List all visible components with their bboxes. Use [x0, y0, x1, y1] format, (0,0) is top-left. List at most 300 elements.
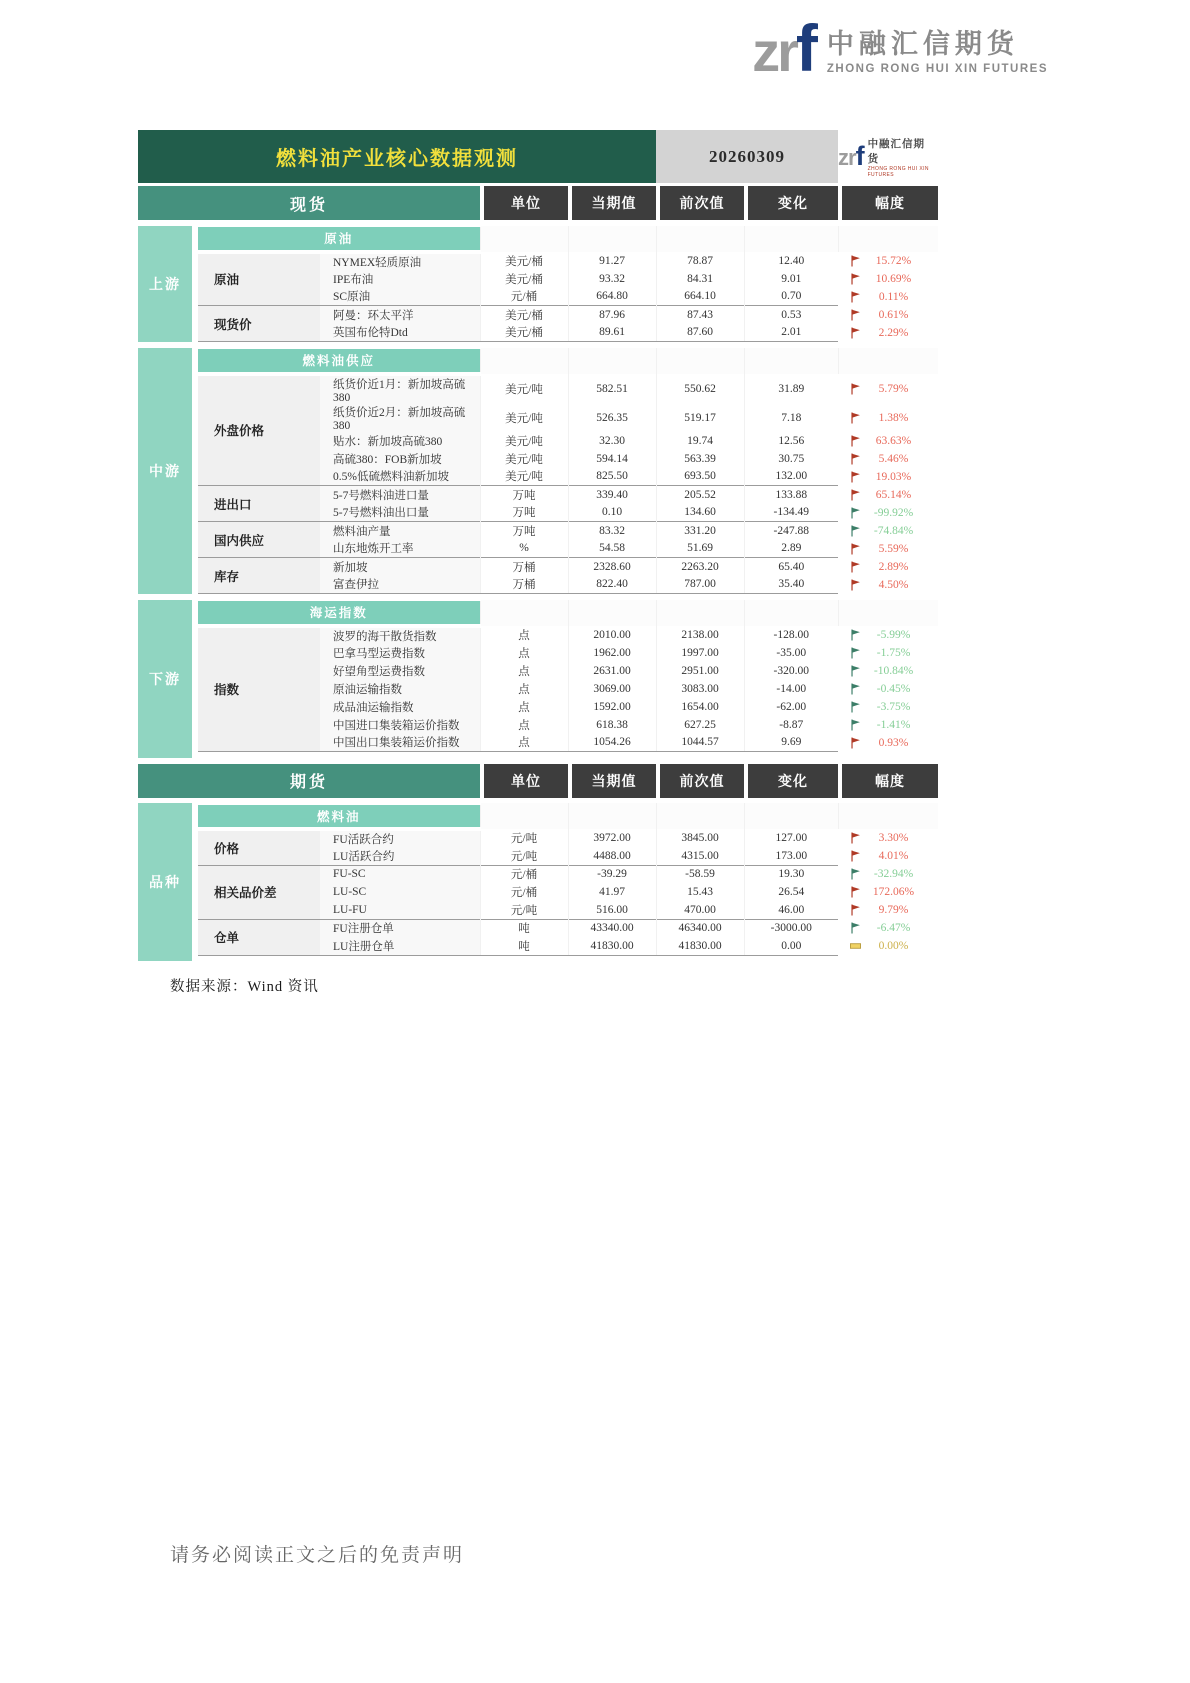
row-magnitude [838, 558, 938, 576]
row-magnitude [838, 644, 938, 662]
row-magnitude [838, 486, 938, 504]
flag-up-icon [850, 737, 861, 749]
row-current-value: 1054.26 [568, 734, 656, 752]
empty-cell [744, 226, 838, 252]
pad-row [138, 752, 938, 758]
table-row [138, 374, 938, 404]
row-magnitude [838, 252, 938, 270]
row-pct: 9.79% [878, 904, 909, 916]
stage-label: 中游 [138, 348, 195, 594]
table-row [138, 626, 938, 644]
row-item-name: FU活跃合约 [320, 829, 480, 847]
spot-table [138, 224, 938, 758]
futures-table-header [138, 764, 938, 798]
table-row [138, 252, 938, 270]
stage-label: 下游 [138, 600, 195, 758]
row-unit: 美元/桶 [480, 252, 568, 270]
row-current-value: 3069.00 [568, 680, 656, 698]
row-magnitude [838, 937, 938, 955]
empty-cell [838, 226, 938, 252]
empty-cell [838, 803, 938, 829]
row-unit: 元/吨 [480, 901, 568, 919]
row-previous-value: 205.52 [656, 486, 744, 504]
row-previous-value: 84.31 [656, 270, 744, 288]
row-pct: -10.84% [873, 664, 914, 677]
mini-company-cn: 中融汇信期货 [867, 137, 926, 165]
row-unit: 万桶 [480, 558, 568, 576]
row-pct: 0.11% [878, 290, 909, 303]
row-item-name: 富查伊拉 [320, 576, 480, 594]
row-current-value: 89.61 [568, 324, 656, 342]
row-change-value: 35.40 [744, 576, 838, 594]
row-item-name: LU-SC [320, 883, 480, 901]
flag-up-icon [850, 886, 861, 898]
row-previous-value: 2263.20 [656, 558, 744, 576]
row-magnitude [838, 540, 938, 558]
group-label: 原油 [195, 252, 320, 306]
row-current-value: 87.96 [568, 306, 656, 324]
row-unit: 元/桶 [480, 865, 568, 883]
row-previous-value: 664.10 [656, 288, 744, 306]
row-previous-value: 2951.00 [656, 662, 744, 680]
report-body [138, 130, 938, 996]
row-current-value: 4488.00 [568, 847, 656, 865]
flag-down-icon [850, 719, 861, 731]
row-change-value: -8.87 [744, 716, 838, 734]
row-previous-value: 87.43 [656, 306, 744, 324]
group-label: 相关品价差 [195, 865, 320, 919]
row-item-name: 0.5%低硫燃料油新加坡 [320, 468, 480, 486]
section-subheader: 原油 [195, 226, 480, 252]
flag-down-icon [850, 525, 861, 537]
row-previous-value: 470.00 [656, 901, 744, 919]
row-item-name: 中国进口集装箱运价指数 [320, 716, 480, 734]
flag-down-icon [850, 922, 861, 934]
empty-cell [838, 348, 938, 374]
row-current-value: 91.27 [568, 252, 656, 270]
row-magnitude [838, 450, 938, 468]
report-title: 燃料油产业核心数据观测 [138, 130, 656, 183]
row-change-value: -134.49 [744, 504, 838, 522]
group-label: 仓单 [195, 919, 320, 955]
row-pct: 19.03% [875, 470, 912, 483]
row-previous-value: 331.20 [656, 522, 744, 540]
row-item-name: 贴水：新加坡高硫380 [320, 432, 480, 450]
group-label: 价格 [195, 829, 320, 865]
empty-cell [568, 803, 656, 829]
futures-label: 期货 [138, 764, 480, 798]
group-label: 库存 [195, 558, 320, 594]
mini-company-en: ZHONG RONG HUI XIN FUTURES [867, 165, 929, 178]
row-pct: 4.50% [878, 578, 909, 591]
row-unit: 万吨 [480, 504, 568, 522]
row-current-value: 822.40 [568, 576, 656, 594]
empty-cell [568, 226, 656, 252]
row-previous-value: 19.74 [656, 432, 744, 450]
row-unit: 点 [480, 626, 568, 644]
row-current-value: 2631.00 [568, 662, 656, 680]
row-current-value: 825.50 [568, 468, 656, 486]
flag-down-icon [850, 701, 861, 713]
row-pct: 5.59% [878, 542, 909, 555]
row-pct: 5.46% [878, 452, 909, 465]
flag-down-icon [850, 507, 861, 519]
row-item-name: 原油运输指数 [320, 680, 480, 698]
row-item-name: NYMEX轻质原油 [320, 252, 480, 270]
row-change-value: -14.00 [744, 680, 838, 698]
row-previous-value: 2138.00 [656, 626, 744, 644]
group-label: 现货价 [195, 306, 320, 342]
row-change-value: 7.18 [744, 404, 838, 432]
row-previous-value: 1997.00 [656, 644, 744, 662]
row-change-value: -3000.00 [744, 919, 838, 937]
row-item-name: 波罗的海干散货指数 [320, 626, 480, 644]
flag-down-icon [850, 868, 861, 880]
row-pct: -0.45% [876, 682, 911, 695]
empty-cell [744, 348, 838, 374]
row-change-value: -320.00 [744, 662, 838, 680]
row-current-value: 1962.00 [568, 644, 656, 662]
row-previous-value: -58.59 [656, 865, 744, 883]
row-magnitude [838, 829, 938, 847]
row-item-name: IPE布油 [320, 270, 480, 288]
logo-zr-text: zr [752, 20, 796, 84]
row-previous-value: 3083.00 [656, 680, 744, 698]
row-previous-value: 693.50 [656, 468, 744, 486]
section-subheader: 燃料油 [195, 803, 480, 829]
mini-logo-f: f [855, 140, 864, 171]
subheader-row [138, 600, 938, 626]
row-magnitude [838, 847, 938, 865]
row-magnitude [838, 680, 938, 698]
row-unit: 点 [480, 734, 568, 752]
row-previous-value: 519.17 [656, 404, 744, 432]
row-previous-value: 78.87 [656, 252, 744, 270]
row-previous-value: 1044.57 [656, 734, 744, 752]
row-magnitude [838, 404, 938, 432]
row-pct: 172.06% [872, 886, 915, 898]
row-current-value: 3972.00 [568, 829, 656, 847]
report-banner [138, 130, 938, 183]
row-unit: 美元/吨 [480, 468, 568, 486]
table-row [138, 919, 938, 937]
flag-flat-icon [850, 942, 861, 950]
row-item-name: SC原油 [320, 288, 480, 306]
empty-cell [480, 348, 568, 374]
empty-cell [838, 600, 938, 626]
row-pct: -32.94% [873, 868, 914, 880]
row-pct: -99.92% [873, 506, 914, 519]
company-name-en: ZHONG RONG HUI XIN FUTURES [826, 63, 1048, 75]
row-current-value: 0.10 [568, 504, 656, 522]
col-previous: 前次值 [656, 186, 744, 220]
row-pct: 5.79% [878, 382, 909, 395]
disclaimer-text: 请务必阅读正文之后的免责声明 [170, 1545, 465, 1566]
row-current-value: 54.58 [568, 540, 656, 558]
spot-table-header [138, 186, 938, 220]
flag-down-icon [850, 629, 861, 641]
empty-cell [744, 600, 838, 626]
flag-up-icon [850, 579, 861, 591]
col-change: 变化 [744, 186, 838, 220]
group-label: 指数 [195, 626, 320, 752]
row-pct: 0.93% [878, 736, 909, 749]
table-row [138, 306, 938, 324]
pad-cell [195, 955, 938, 961]
flag-up-icon [850, 489, 861, 501]
flag-up-icon [850, 383, 861, 395]
row-pct: 63.63% [875, 434, 912, 447]
row-unit: 点 [480, 680, 568, 698]
row-magnitude [838, 374, 938, 404]
flag-down-icon [850, 683, 861, 695]
flag-up-icon [850, 850, 861, 862]
row-change-value: 2.01 [744, 324, 838, 342]
col-change: 变化 [744, 764, 838, 798]
logo-f-text: f [795, 11, 815, 86]
table-row [138, 865, 938, 883]
row-magnitude [838, 865, 938, 883]
row-item-name: LU注册仓单 [320, 937, 480, 955]
flag-up-icon [850, 291, 861, 303]
row-item-name: 英国布伦特Dtd [320, 324, 480, 342]
row-pct: 15.72% [875, 254, 912, 267]
row-unit: 吨 [480, 919, 568, 937]
flag-up-icon [850, 309, 861, 321]
row-pct: -6.47% [876, 922, 911, 934]
row-previous-value: 1654.00 [656, 698, 744, 716]
row-item-name: LU-FU [320, 901, 480, 919]
row-unit: 美元/吨 [480, 450, 568, 468]
row-current-value: 83.32 [568, 522, 656, 540]
col-current: 当期值 [568, 764, 656, 798]
row-item-name: 阿曼：环太平洋 [320, 306, 480, 324]
empty-cell [744, 803, 838, 829]
row-pct: 2.29% [878, 326, 909, 339]
row-current-value: 526.35 [568, 404, 656, 432]
row-pct: -1.75% [876, 646, 911, 659]
row-item-name: 新加坡 [320, 558, 480, 576]
row-current-value: 339.40 [568, 486, 656, 504]
row-unit: 万吨 [480, 486, 568, 504]
flag-up-icon [850, 561, 861, 573]
row-pct: 65.14% [875, 488, 912, 501]
row-previous-value: 787.00 [656, 576, 744, 594]
row-unit: 吨 [480, 937, 568, 955]
row-previous-value: 627.25 [656, 716, 744, 734]
empty-cell [656, 600, 744, 626]
col-magnitude: 幅度 [838, 186, 938, 220]
group-label: 国内供应 [195, 522, 320, 558]
row-item-name: 纸货价近2月：新加坡高硫380 [320, 404, 480, 432]
empty-cell [656, 348, 744, 374]
row-item-name: 5-7号燃料油出口量 [320, 504, 480, 522]
row-current-value: 93.32 [568, 270, 656, 288]
col-unit: 单位 [480, 764, 568, 798]
mini-zrf-logo [838, 140, 864, 171]
row-item-name: 高硫380：FOB新加坡 [320, 450, 480, 468]
row-change-value: -35.00 [744, 644, 838, 662]
row-current-value: 41830.00 [568, 937, 656, 955]
section-subheader: 海运指数 [195, 600, 480, 626]
row-change-value: -128.00 [744, 626, 838, 644]
empty-cell [656, 226, 744, 252]
row-unit: % [480, 540, 568, 558]
row-magnitude [838, 698, 938, 716]
group-label: 外盘价格 [195, 374, 320, 486]
row-pct: -74.84% [873, 524, 914, 537]
row-previous-value: 563.39 [656, 450, 744, 468]
row-pct: 3.30% [878, 832, 909, 844]
row-unit: 元/吨 [480, 829, 568, 847]
row-pct: -3.75% [876, 700, 911, 713]
row-item-name: 成品油运输指数 [320, 698, 480, 716]
table-row [138, 486, 938, 504]
row-magnitude [838, 324, 938, 342]
row-unit: 元/桶 [480, 883, 568, 901]
row-item-name: 5-7号燃料油进口量 [320, 486, 480, 504]
row-item-name: FU注册仓单 [320, 919, 480, 937]
row-unit: 美元/吨 [480, 432, 568, 450]
row-unit: 美元/吨 [480, 374, 568, 404]
row-current-value: 2328.60 [568, 558, 656, 576]
row-unit: 美元/桶 [480, 324, 568, 342]
pad-row [138, 955, 938, 961]
flag-down-icon [850, 665, 861, 677]
data-section [138, 598, 938, 758]
col-previous: 前次值 [656, 764, 744, 798]
row-unit: 万桶 [480, 576, 568, 594]
row-pct: -5.99% [876, 628, 911, 641]
row-change-value: -247.88 [744, 522, 838, 540]
row-previous-value: 550.62 [656, 374, 744, 404]
row-unit: 元/吨 [480, 847, 568, 865]
row-magnitude [838, 716, 938, 734]
row-pct: -1.41% [876, 718, 911, 731]
row-previous-value: 15.43 [656, 883, 744, 901]
row-pct: 10.69% [875, 272, 912, 285]
company-name-cn: 中融汇信期货 [826, 29, 1019, 59]
subheader-row [138, 803, 938, 829]
row-change-value: 127.00 [744, 829, 838, 847]
row-change-value: 12.40 [744, 252, 838, 270]
row-magnitude [838, 504, 938, 522]
empty-cell [480, 600, 568, 626]
flag-up-icon [850, 327, 861, 339]
futures-table [138, 802, 938, 962]
subheader-row [138, 226, 938, 252]
row-change-value: 9.69 [744, 734, 838, 752]
row-magnitude [838, 919, 938, 937]
group-label: 进出口 [195, 486, 320, 522]
row-pct: 4.01% [878, 850, 909, 862]
row-current-value: 594.14 [568, 450, 656, 468]
row-previous-value: 3845.00 [656, 829, 744, 847]
flag-up-icon [850, 435, 861, 447]
row-unit: 美元/桶 [480, 306, 568, 324]
row-change-value: 173.00 [744, 847, 838, 865]
row-item-name: FU-SC [320, 865, 480, 883]
row-current-value: 664.80 [568, 288, 656, 306]
row-unit: 美元/桶 [480, 270, 568, 288]
row-unit: 万吨 [480, 522, 568, 540]
row-change-value: 30.75 [744, 450, 838, 468]
row-unit: 美元/吨 [480, 404, 568, 432]
row-item-name: 巴拿马型运费指数 [320, 644, 480, 662]
row-current-value: 43340.00 [568, 919, 656, 937]
row-previous-value: 46340.00 [656, 919, 744, 937]
row-magnitude [838, 734, 938, 752]
empty-cell [568, 348, 656, 374]
flag-up-icon [850, 255, 861, 267]
empty-cell [480, 226, 568, 252]
row-unit: 点 [480, 716, 568, 734]
row-pct: 0.61% [878, 308, 909, 321]
row-current-value: 41.97 [568, 883, 656, 901]
row-change-value: 9.01 [744, 270, 838, 288]
col-current: 当期值 [568, 186, 656, 220]
row-unit: 点 [480, 662, 568, 680]
stage-label: 品种 [138, 803, 195, 961]
row-magnitude [838, 662, 938, 680]
row-change-value: 0.53 [744, 306, 838, 324]
data-section [138, 802, 938, 962]
table-row [138, 558, 938, 576]
subheader-row [138, 348, 938, 374]
row-item-name: 纸货价近1月：新加坡高硫380 [320, 374, 480, 404]
row-pct: 2.89% [878, 560, 909, 573]
row-change-value: 46.00 [744, 901, 838, 919]
table-row [138, 829, 938, 847]
flag-up-icon [850, 471, 861, 483]
row-pct: 1.38% [878, 411, 909, 424]
row-pct: 0.00% [878, 940, 909, 952]
flag-up-icon [850, 453, 861, 465]
row-change-value: 132.00 [744, 468, 838, 486]
row-current-value: 618.38 [568, 716, 656, 734]
data-section [138, 224, 938, 342]
spot-label: 现货 [138, 186, 480, 220]
row-change-value: 0.00 [744, 937, 838, 955]
row-change-value: 19.30 [744, 865, 838, 883]
flag-up-icon [850, 543, 861, 555]
row-item-name: 山东地炼开工率 [320, 540, 480, 558]
row-current-value: 516.00 [568, 901, 656, 919]
empty-cell [656, 803, 744, 829]
flag-up-icon [850, 412, 861, 424]
row-current-value: 582.51 [568, 374, 656, 404]
row-magnitude [838, 306, 938, 324]
row-magnitude [838, 522, 938, 540]
section-subheader: 燃料油供应 [195, 348, 480, 374]
table-row [138, 522, 938, 540]
row-item-name: LU活跃合约 [320, 847, 480, 865]
col-magnitude: 幅度 [838, 764, 938, 798]
row-change-value: 2.89 [744, 540, 838, 558]
row-unit: 元/桶 [480, 288, 568, 306]
row-unit: 点 [480, 644, 568, 662]
mini-logo-zr: zr [838, 144, 856, 170]
row-item-name: 中国出口集装箱运价指数 [320, 734, 480, 752]
stage-label: 上游 [138, 226, 195, 342]
row-current-value: 32.30 [568, 432, 656, 450]
row-previous-value: 134.60 [656, 504, 744, 522]
report-date: 20260309 [656, 130, 838, 183]
banner-mini-logo [838, 130, 938, 183]
data-source-note: 数据来源：Wind 资讯 [170, 979, 319, 995]
col-unit: 单位 [480, 186, 568, 220]
flag-up-icon [850, 832, 861, 844]
